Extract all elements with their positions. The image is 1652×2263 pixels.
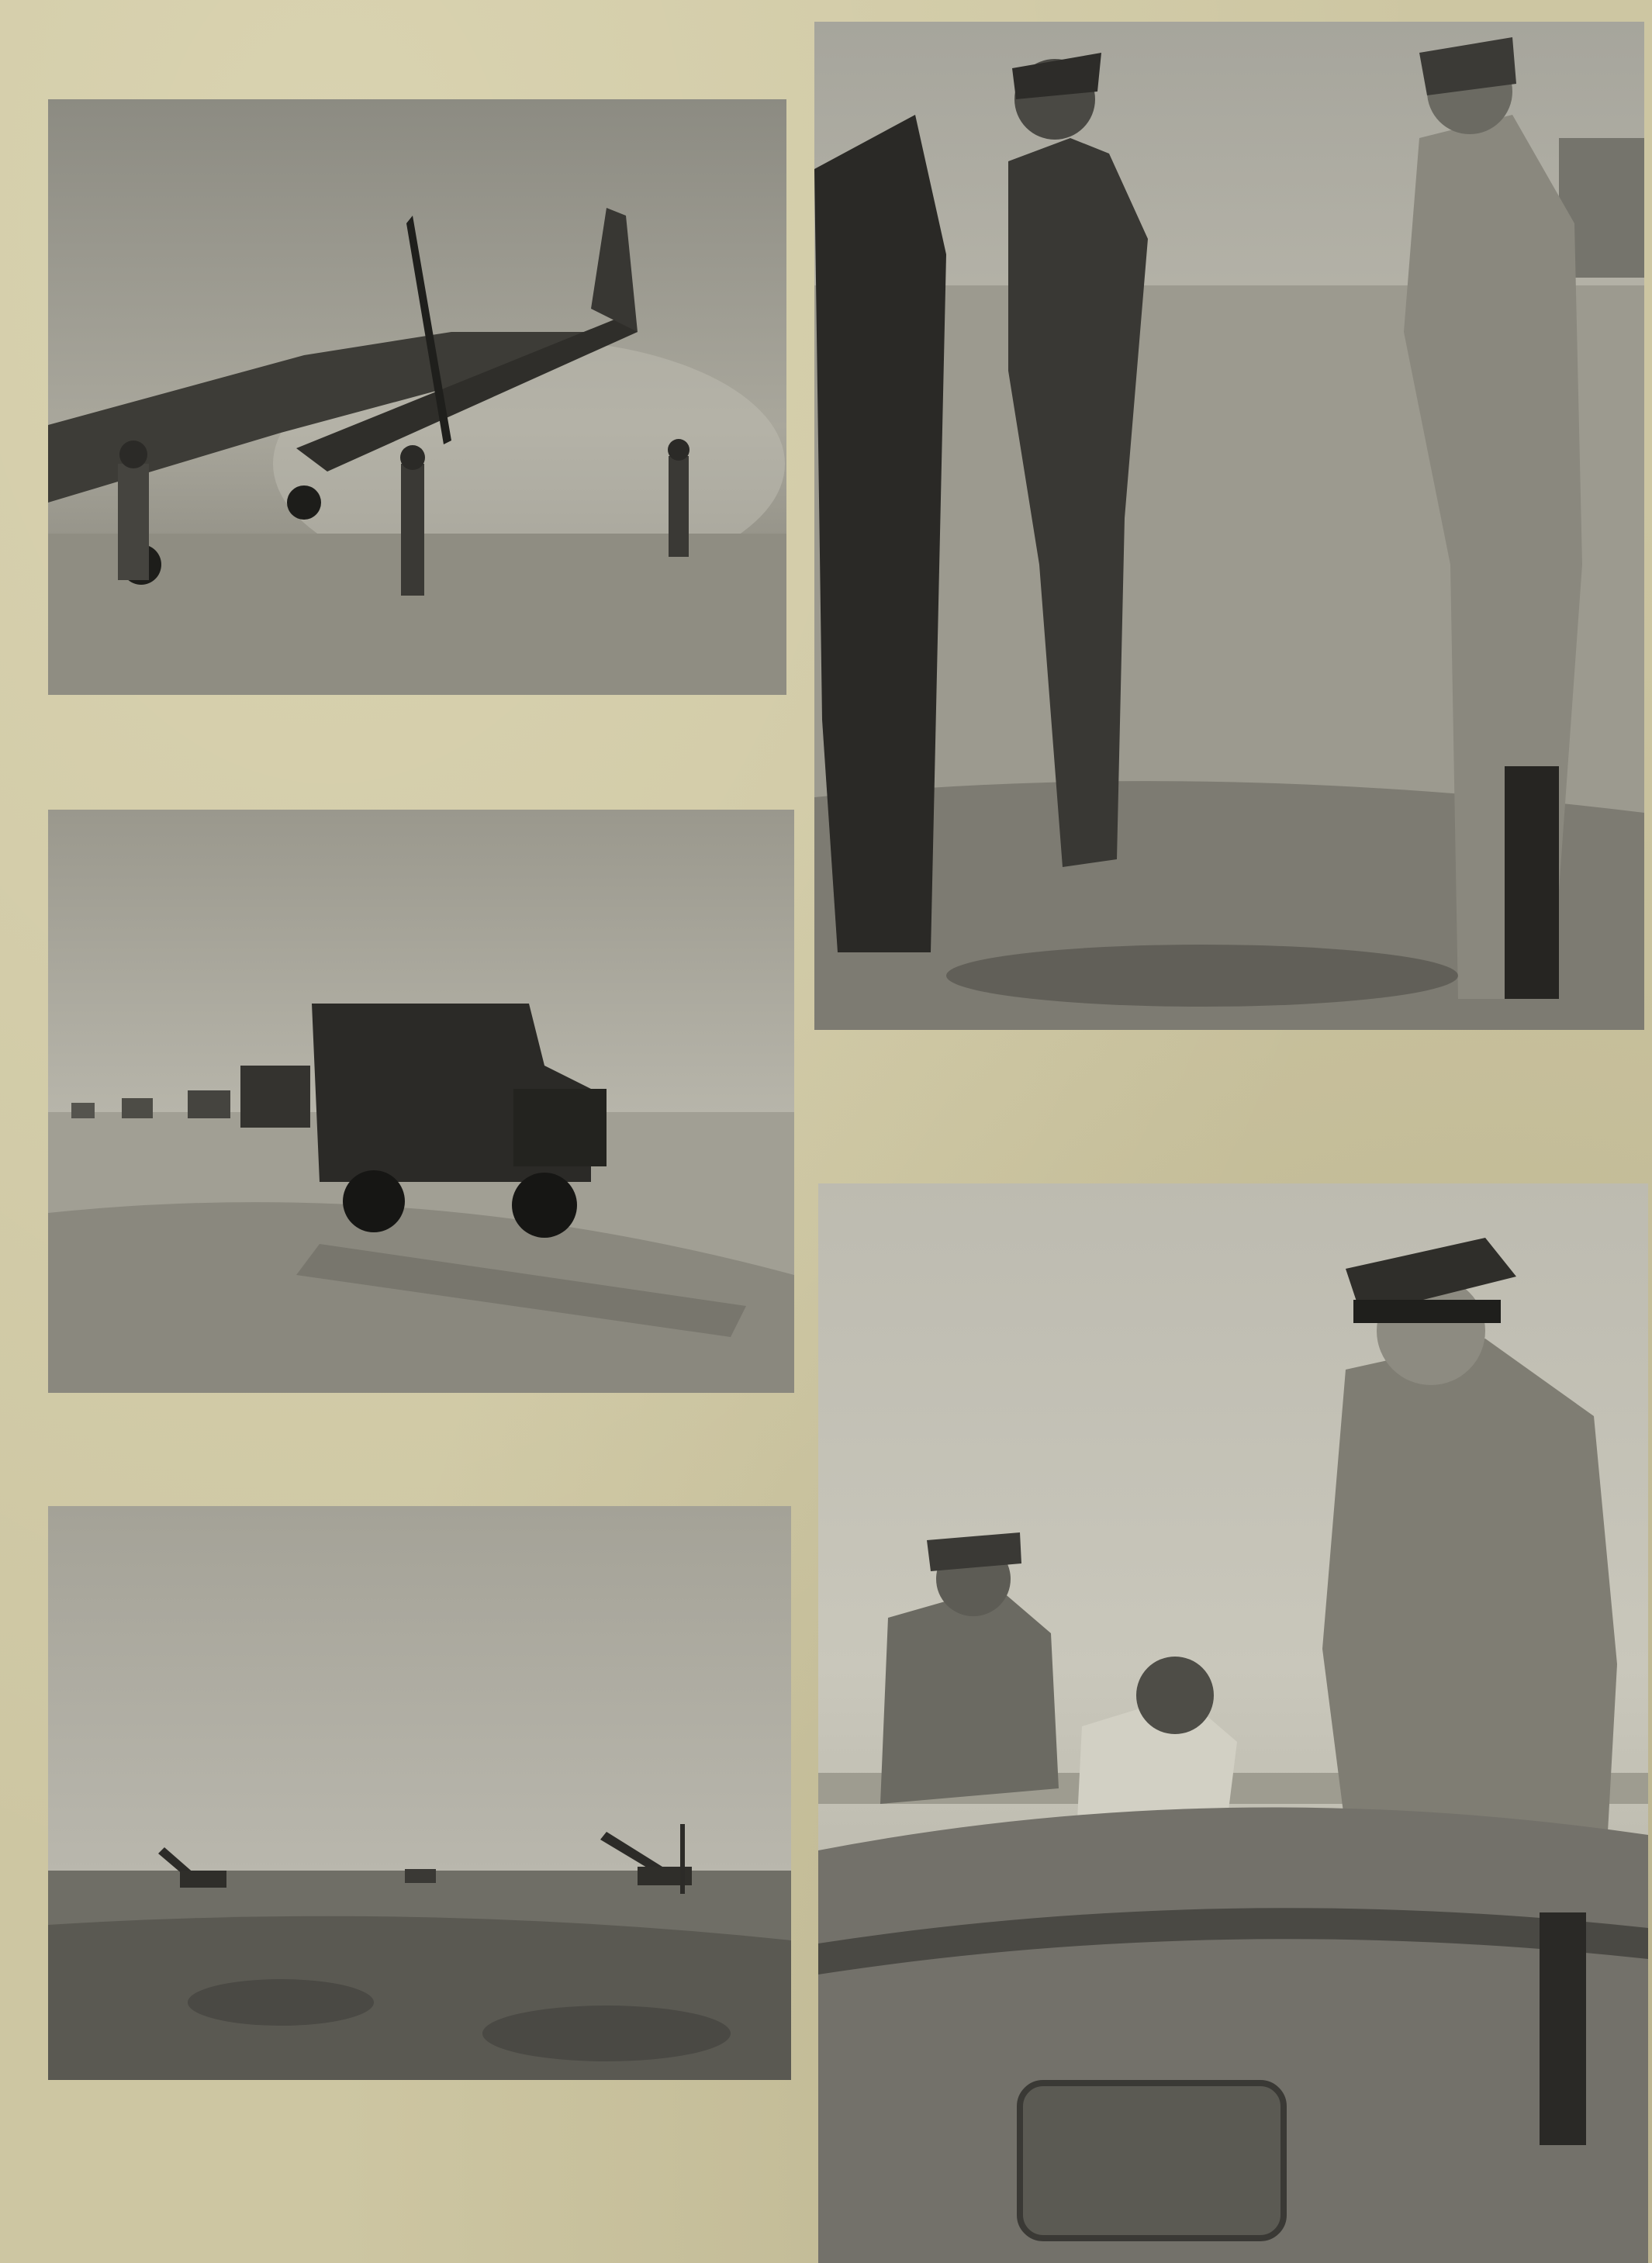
trucks-photo-drawing bbox=[48, 810, 794, 1393]
aircraft-photo-drawing bbox=[48, 99, 786, 695]
officers-photo-drawing bbox=[814, 22, 1644, 1030]
photo-rommel bbox=[818, 1183, 1648, 2263]
photo-trucks bbox=[48, 810, 794, 1393]
photo-aircraft bbox=[48, 99, 786, 695]
rommel-photo-drawing bbox=[818, 1183, 1648, 2263]
photo-officers bbox=[814, 22, 1644, 1030]
photo-artillery bbox=[48, 1506, 791, 2080]
artillery-photo-drawing bbox=[48, 1506, 791, 2080]
